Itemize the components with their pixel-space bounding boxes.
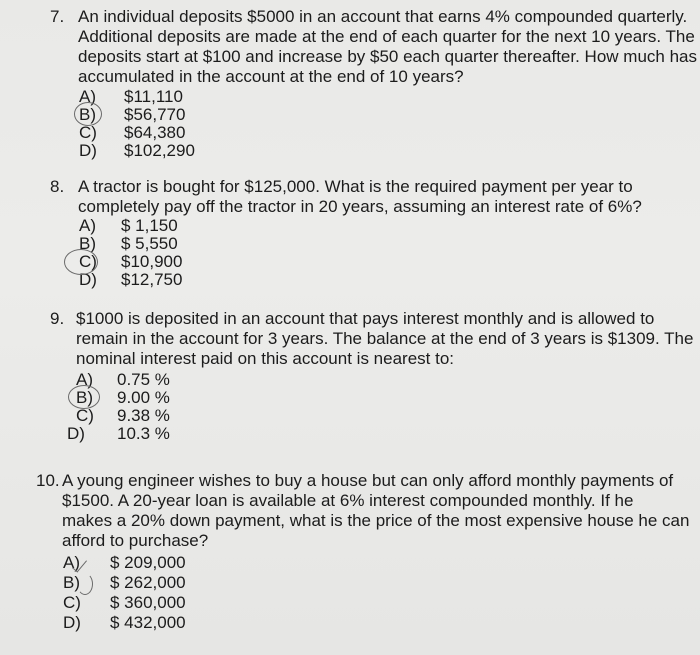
option-value: 9.38 % bbox=[117, 406, 170, 425]
answer-option-c[interactable] bbox=[76, 406, 276, 425]
question-text-line: $1000 is deposited in an account that pays interest monthly and is allowed to bbox=[76, 309, 655, 328]
option-letter: D) bbox=[79, 141, 97, 160]
question-number: 7. bbox=[50, 7, 65, 26]
question-text-line: accumulated in the account at the end of 10 years? bbox=[78, 67, 464, 86]
answer-option-d[interactable] bbox=[79, 141, 279, 160]
option-letter: B) bbox=[79, 234, 96, 253]
answer-option-a[interactable] bbox=[76, 370, 276, 389]
option-letter: B) bbox=[79, 105, 96, 124]
question-text-line: remain in the account for 3 years. The balance at the end of 3 years is $1309. The bbox=[76, 329, 694, 348]
option-value: $102,290 bbox=[124, 141, 195, 160]
answer-option-a[interactable] bbox=[79, 216, 279, 235]
option-value: 10.3 % bbox=[117, 424, 170, 443]
option-value: $ 5,550 bbox=[121, 234, 178, 253]
question-text-line: deposits start at $100 and increase by $50 each quarter thereafter. How much has bbox=[78, 47, 697, 66]
option-letter: C) bbox=[63, 593, 81, 612]
question-text-line: nominal interest paid on this account is nearest to: bbox=[76, 349, 454, 368]
option-value: $ 262,000 bbox=[110, 573, 186, 592]
question-text-line: Additional deposits are made at the end of each quarter for the next 10 years. The bbox=[78, 27, 695, 46]
option-letter: D) bbox=[67, 424, 85, 443]
option-value: $ 360,000 bbox=[110, 593, 186, 612]
answer-option-d[interactable] bbox=[79, 270, 279, 289]
answer-option-b[interactable] bbox=[76, 388, 276, 407]
question-text-line: An individual deposits $5000 in an account that earns 4% compounded quarterly. bbox=[78, 7, 688, 26]
answer-option-a[interactable] bbox=[63, 553, 263, 572]
option-letter: A) bbox=[79, 87, 96, 106]
option-value: $ 209,000 bbox=[110, 553, 186, 572]
question-text-line: completely pay off the tractor in 20 years, assuming an interest rate of 6%? bbox=[78, 197, 642, 216]
option-letter: B) bbox=[63, 573, 80, 592]
option-letter: C) bbox=[79, 123, 97, 142]
answer-option-c[interactable] bbox=[79, 252, 279, 271]
answer-option-d[interactable] bbox=[67, 424, 267, 443]
option-value: $ 1,150 bbox=[121, 216, 178, 235]
question-number: 10. bbox=[36, 471, 60, 490]
option-letter: D) bbox=[63, 613, 81, 632]
option-letter: A) bbox=[76, 370, 93, 389]
question-text-line: makes a 20% down payment, what is the price of the most expensive house he can bbox=[62, 511, 690, 530]
option-value: 0.75 % bbox=[117, 370, 170, 389]
option-letter: C) bbox=[79, 252, 97, 271]
answer-option-c[interactable] bbox=[79, 123, 279, 142]
question-text-line: A tractor is bought for $125,000. What is the required payment per year to bbox=[78, 177, 633, 196]
option-value: 9.00 % bbox=[117, 388, 170, 407]
option-value: $10,900 bbox=[121, 252, 183, 271]
option-letter: A) bbox=[79, 216, 96, 235]
question-number: 8. bbox=[50, 177, 65, 196]
answer-option-b[interactable] bbox=[79, 105, 279, 124]
option-letter: A) bbox=[63, 553, 80, 572]
option-value: $ 432,000 bbox=[110, 613, 186, 632]
option-letter: D) bbox=[79, 270, 97, 289]
question-text-line: A young engineer wishes to buy a house but can only afford monthly payments of bbox=[62, 471, 674, 490]
answer-option-a[interactable] bbox=[79, 87, 279, 106]
question-number: 9. bbox=[50, 309, 65, 328]
question-text-line: $1500. A 20-year loan is available at 6% interest compounded monthly. If he bbox=[62, 491, 634, 510]
answer-option-d[interactable] bbox=[63, 613, 263, 632]
option-value: $64,380 bbox=[124, 123, 186, 142]
answer-option-b[interactable] bbox=[63, 573, 263, 592]
option-value: $12,750 bbox=[121, 270, 183, 289]
option-letter: C) bbox=[76, 406, 94, 425]
question-text-line: afford to purchase? bbox=[62, 531, 209, 550]
option-letter: B) bbox=[76, 388, 93, 407]
option-value: $11,110 bbox=[124, 87, 183, 106]
answer-option-b[interactable] bbox=[79, 234, 279, 253]
option-value: $56,770 bbox=[124, 105, 186, 124]
answer-option-c[interactable] bbox=[63, 593, 263, 612]
